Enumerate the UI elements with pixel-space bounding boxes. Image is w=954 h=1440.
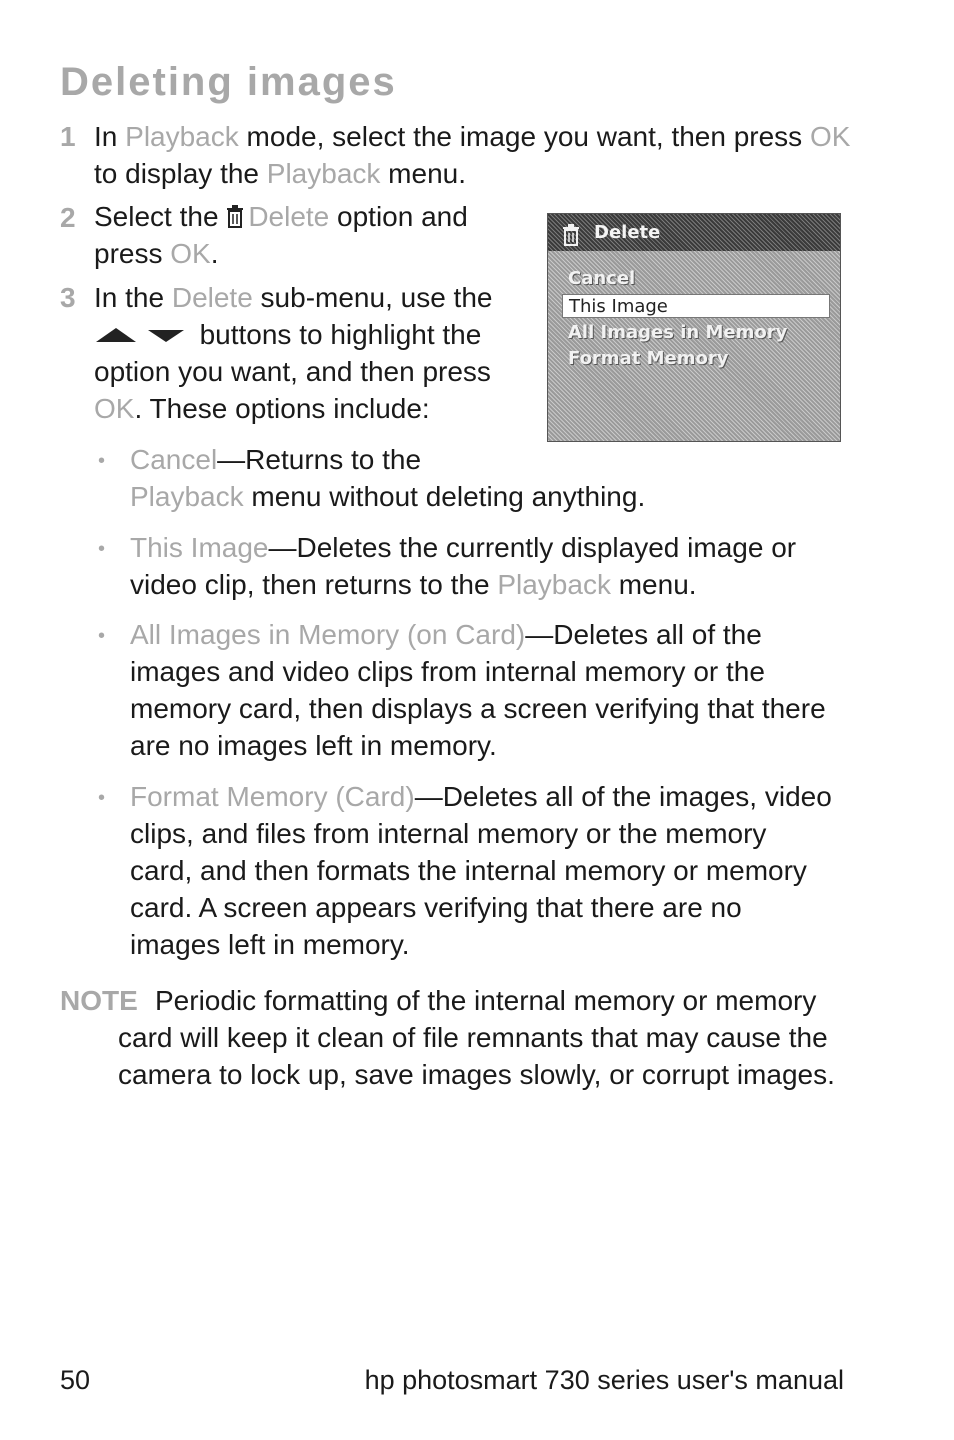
manual-title: hp photosmart 730 series user's manual	[364, 1365, 844, 1395]
step-2-line-2	[94, 235, 219, 273]
text-segment: menu.	[380, 158, 467, 189]
highlighted-term: OK	[170, 238, 211, 269]
text-segment: video clip, then returns to the	[130, 569, 498, 600]
note-label: NOTE	[60, 985, 138, 1016]
text-segment: memory card, then displays a screen verifying that there	[130, 693, 826, 724]
bullet-format-memory-line-4	[130, 889, 742, 927]
text-segment: —Returns to the	[217, 444, 422, 475]
bullet-format-memory-line-2	[130, 815, 766, 853]
step-number-3: 3	[60, 282, 76, 313]
bullet-format-memory-line-5	[130, 926, 410, 964]
up-arrow-icon	[94, 318, 138, 356]
highlighted-term: Delete	[248, 201, 330, 232]
text-segment: buttons to highlight the	[199, 319, 482, 350]
lcd-menu-item-all-images[interactable]: All Images in Memory	[568, 322, 788, 343]
lcd-header	[548, 214, 840, 251]
highlighted-term: Cancel	[130, 444, 218, 475]
bullet-this-image-line-1	[130, 529, 796, 567]
bullet-marker: •	[98, 538, 106, 560]
text-segment: mode, select the image you want, then press	[238, 121, 810, 152]
step-3-line-2	[94, 316, 481, 355]
note-line-1	[155, 982, 816, 1020]
bullet-format-memory-line-3	[130, 852, 807, 890]
bullet-all-images-line-2	[130, 653, 765, 691]
note-line-2	[118, 1019, 828, 1057]
text-segment: to display the	[94, 158, 267, 189]
text-segment: —Deletes all of the images, video	[414, 781, 832, 812]
text-segment: Periodic formatting of the internal memory or memory	[155, 985, 817, 1016]
step-1-line-2	[94, 155, 466, 193]
text-segment: clips, and files from internal memory or the memory	[130, 818, 767, 849]
highlighted-term: All Images in Memory (on Card)	[130, 619, 526, 650]
highlighted-term: OK	[94, 393, 135, 424]
down-arrow-icon	[146, 318, 186, 356]
camera-lcd-screen	[547, 213, 841, 442]
bullet-marker: •	[98, 625, 106, 647]
bullet-format-memory-line-1	[130, 778, 832, 816]
highlighted-term: Playback	[125, 121, 239, 152]
text-segment: menu.	[610, 569, 697, 600]
highlighted-term: Playback	[497, 569, 611, 600]
bullet-marker: •	[98, 450, 106, 472]
note-line-3	[118, 1056, 835, 1094]
step-number-1: 1	[60, 121, 76, 152]
bullet-cancel-line-1	[130, 441, 421, 479]
highlighted-term: Delete	[171, 282, 253, 313]
text-segment: In	[94, 121, 126, 152]
bullet-all-images-line-3	[130, 690, 826, 728]
text-segment: card will keep it clean of file remnants that may cause the	[118, 1022, 828, 1053]
highlighted-term: Format Memory (Card)	[130, 781, 415, 812]
highlighted-term: This Image	[130, 532, 269, 563]
text-segment: images left in memory.	[130, 929, 410, 960]
page-title: Deleting images	[60, 60, 397, 104]
lcd-header-label: Delete	[594, 222, 661, 243]
highlighted-term: Playback	[266, 158, 381, 189]
text-segment: card, and then formats the internal memory or memory	[130, 855, 807, 886]
text-segment: press	[94, 238, 171, 269]
lcd-menu-item-format-memory[interactable]: Format Memory	[568, 348, 729, 369]
step-3-line-3	[94, 353, 491, 391]
text-segment: —Deletes all of the	[525, 619, 762, 650]
step-3-line-1	[94, 279, 492, 317]
text-segment: camera to lock up, save images slowly, or corrupt images.	[118, 1059, 835, 1090]
text-segment: images and video clips from internal memory or the	[130, 656, 765, 687]
trash-icon	[562, 222, 580, 259]
text-segment: —Deletes the currently displayed image or	[268, 532, 797, 563]
text-segment: . These options include:	[134, 393, 430, 424]
text-segment: option you want, and then press	[94, 356, 491, 387]
trash-icon	[226, 201, 244, 239]
bullet-all-images-line-1	[130, 616, 762, 654]
step-3-line-4	[94, 390, 430, 428]
text-segment: Select the	[94, 201, 227, 232]
step-1-line-1	[94, 118, 850, 156]
text-segment: In the	[94, 282, 172, 313]
text-segment: sub-menu, use the	[252, 282, 493, 313]
bullet-all-images-line-4	[130, 727, 497, 765]
highlighted-term: OK	[809, 121, 851, 152]
text-segment: card. A screen appears verifying that there are no	[130, 892, 742, 923]
text-segment: option and	[329, 201, 468, 232]
page-number: 50	[60, 1365, 91, 1395]
text-segment: menu without deleting anything.	[243, 481, 646, 512]
bullet-cancel-line-2	[130, 478, 645, 516]
lcd-menu-item-this-image[interactable]: This Image	[562, 294, 830, 318]
step-number-2: 2	[60, 202, 76, 233]
highlighted-term: Playback	[130, 481, 244, 512]
step-2-line-1	[94, 198, 468, 239]
text-segment: are no images left in memory.	[130, 730, 497, 761]
lcd-menu-item-cancel[interactable]: Cancel	[568, 268, 636, 289]
bullet-marker: •	[98, 787, 106, 809]
bullet-this-image-line-2	[130, 566, 697, 604]
text-segment: .	[210, 238, 219, 269]
